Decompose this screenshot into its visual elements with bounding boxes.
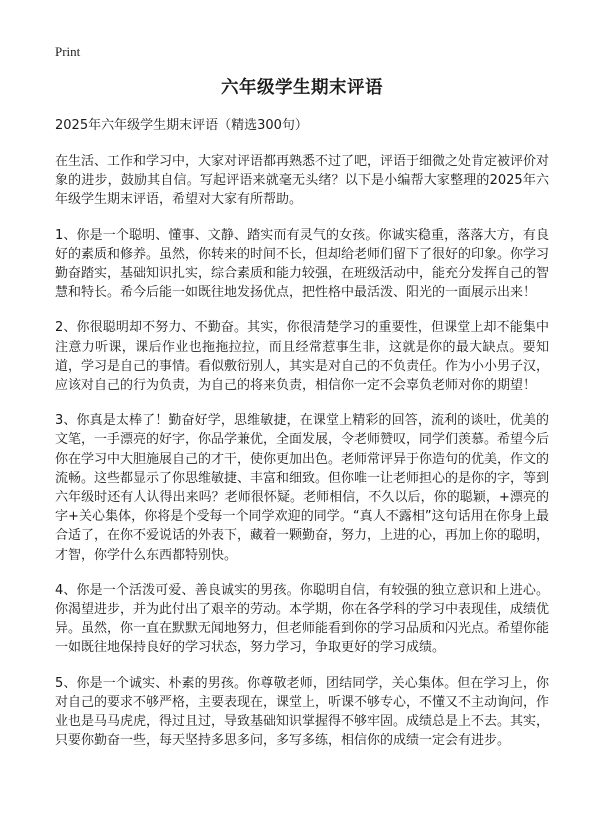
comment-paragraph-1: 1、你是一个聪明、懂事、文静、踏实而有灵气的女孩。你诚实稳重，落落大方，有良好的素质和修养。虽然，你转来的时间不长，但却给老师们留下了很好的印象。你学习勤奋踏实，基础知识扎实，综合素质和能力较强，在班级活动中，能充分发挥自己的智慧和特长。希今后能一如既往地发扬优点，把性格中最活泼、阳光的一面展示出来！ bbox=[55, 227, 550, 301]
document-title: 六年级学生期末评语 bbox=[221, 78, 383, 98]
document-body bbox=[55, 70, 549, 750]
comment-paragraph-5: 5、你是一个诚实、朴素的男孩。你尊敬老师，团结同学，关心集体。但在学习上，你对自己的要求不够严格，主要表现在，课堂上，听课不够专心，不懂又不主动询问，作业也是马马虎虎，得过且过，导致基础知识掌握得不够牢固。成绩总是上不去。其实，只要你勤奋一些，每天坚持多思多问，多写多练，相信你的成绩一定会有进步。 bbox=[55, 675, 550, 749]
comment-paragraph-3: 3、你真是太棒了！勤奋好学，思维敏捷，在课堂上精彩的回答，流利的谈吐，优美的文笔，一手漂亮的好字，你品学兼优，全面发展，令老师赞叹，同学们羡慕。希望今后你在学习中大胆施展自己的才干，使你更加出色。老师常评异于你造句的优美，作文的流畅。这些都显示了你思维敏捷、丰富和细致。但你唯一让老师担心的是你的字，等到六年级时还有人认得出来吗？老师很怀疑。老师相信，不久以后，你的聪颖，+漂亮的字+关心集体，你将是个受每一个同学欢迎的同学。“真人不露相”这句话用在你身上最合适了，在你不爱说话的外表下，藏着一颗勤奋，努力，上进的心，再加上你的聪明，才智，你学什么东西都特别快。 bbox=[55, 413, 550, 563]
comment-paragraph-2: 2、你很聪明却不努力、不勤奋。其实，你很清楚学习的重要性，但课堂上却不能集中注意力听课，课后作业也拖拖拉拉，而且经常惹事生非，这就是你的最大缺点。要知道，学习是自己的事情。看似敷衍别人，其实是对自己的不负责任。作为小小男子汉，应该对自己的行为负责，为自己的将来负责，相信你一定不会辜负老师对你的期望！ bbox=[55, 320, 550, 394]
intro-paragraph: 在生活、工作和学习中，大家对评语都再熟悉不过了吧，评语于细微之处肯定被评价对象的进步，鼓励其自信。写起评语来就毫无头绪？以下是小编帮大家整理的2025年六年级学生期末评语，希望对大家有所帮助。 bbox=[55, 154, 550, 208]
document-subtitle: 2025年六年级学生期末评语（精选300句） bbox=[55, 118, 308, 133]
comment-paragraph-4: 4、你是一个活泼可爱、善良诚实的男孩。你聪明自信，有较强的独立意识和上进心。你渴望进步，并为此付出了艰辛的劳动。本学期，你在各学科的学习中表现佳，成绩优异。虽然，你一直在默默无闻地努力，但老师能看到你的学习品质和闪光点。希望你能一如既往地保持良好的学习状态，努力学习，争取更好的学习成绩。 bbox=[55, 582, 550, 656]
print-link[interactable]: Print bbox=[55, 44, 81, 59]
